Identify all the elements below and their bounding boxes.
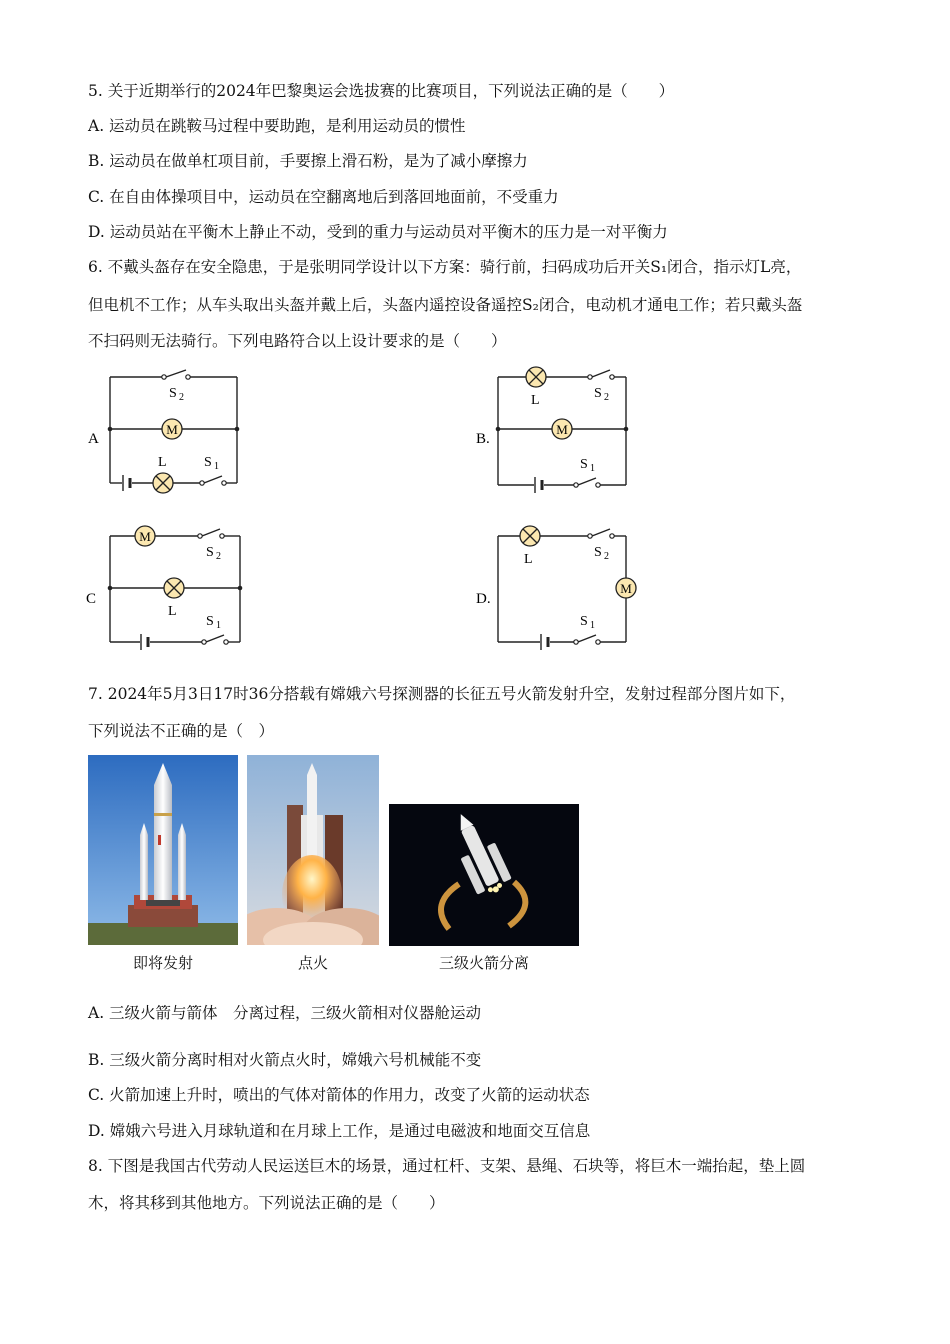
q7-option-c: C. 火箭加速上升时，喷出的气体对箭体的作用力，改变了火箭的运动状态 xyxy=(88,1086,590,1104)
svg-text:L: L xyxy=(168,604,177,619)
q6-stem-line2: 但电机不工作；从车头取出头盔并戴上后，头盔内遥控设备遥控S₂闭合，电动机才通电工作；若只戴头盔 xyxy=(88,296,803,314)
circuit-d xyxy=(470,520,640,655)
svg-text:M: M xyxy=(556,422,568,437)
svg-text:L: L xyxy=(524,552,533,567)
q5-option-c: C. 在自由体操项目中，运动员在空翻离地后到落回地面前，不受重力 xyxy=(88,188,559,206)
circuit-b-option-label: B. xyxy=(476,431,490,447)
caption-stage-separation: 三级火箭分离 xyxy=(438,954,529,972)
svg-text:S: S xyxy=(169,386,177,401)
svg-text:S: S xyxy=(594,386,602,401)
q7-option-d: D. 嫦娥六号进入月球轨道和在月球上工作，是通过电磁波和地面交互信息 xyxy=(88,1122,591,1140)
circuit-b xyxy=(470,365,640,500)
lamp-icon xyxy=(526,367,546,387)
caption-ignition: 点火 xyxy=(297,954,328,972)
svg-text:1: 1 xyxy=(590,463,595,474)
q7-stem-line1: 7. 2024年5月3日17时36分搭载有嫦娥六号探测器的长征五号火箭发射升空，发射过程部分图片如下， xyxy=(88,685,796,703)
svg-text:S: S xyxy=(580,614,588,629)
circuit-a-option-label: A xyxy=(88,431,99,447)
svg-text:2: 2 xyxy=(604,551,609,562)
svg-text:2: 2 xyxy=(179,392,184,403)
q5-option-a: A. 运动员在跳鞍马过程中要助跑，是利用运动员的惯性 xyxy=(88,117,466,135)
circuit-c xyxy=(80,520,250,655)
motor-icon xyxy=(552,419,572,439)
lamp-icon xyxy=(520,526,540,546)
svg-text:2: 2 xyxy=(604,392,609,403)
circuit-a xyxy=(80,365,250,500)
q5-stem: 5. 关于近期举行的2024年巴黎奥运会选拔赛的比赛项目，下列说法正确的是（ ） xyxy=(88,82,675,100)
motor-icon xyxy=(135,526,155,546)
caption-prelaunch: 即将发射 xyxy=(132,954,193,972)
lamp-icon xyxy=(153,473,173,493)
q7-option-b: B. 三级火箭分离时相对火箭点火时，嫦娥六号机械能不变 xyxy=(88,1051,482,1069)
svg-text:L: L xyxy=(158,455,167,470)
svg-text:1: 1 xyxy=(214,461,219,472)
circuit-d-option-label: D. xyxy=(476,591,491,607)
q5-option-b: B. 运动员在做单杠项目前，手要擦上滑石粉，是为了减小摩擦力 xyxy=(88,152,528,170)
photo-stage-separation xyxy=(389,804,579,946)
svg-text:S: S xyxy=(206,614,214,629)
photo-ignition xyxy=(247,755,379,945)
photo-rocket-on-pad xyxy=(88,755,238,945)
svg-text:2: 2 xyxy=(216,551,221,562)
q8-stem-line2: 木，将其移到其他地方。下列说法正确的是（ ） xyxy=(88,1194,445,1212)
svg-text:S: S xyxy=(204,455,212,470)
svg-text:S: S xyxy=(594,545,602,560)
svg-text:S: S xyxy=(580,457,588,472)
circuit-c-option-label: C xyxy=(86,591,97,607)
lamp-icon xyxy=(164,578,184,598)
motor-icon xyxy=(162,419,182,439)
motor-icon xyxy=(616,578,636,598)
svg-text:1: 1 xyxy=(216,620,221,631)
q6-stem-line1: 6. 不戴头盔存在安全隐患，于是张明同学设计以下方案：骑行前，扫码成功后开关S₁闭合，指示灯L亮， xyxy=(88,258,802,276)
svg-text:M: M xyxy=(166,422,178,437)
q8-stem-line1: 8. 下图是我国古代劳动人民运送巨木的场景，通过杠杆、支架、悬绳、石块等，将巨木一端抬起，垫上圆 xyxy=(88,1157,806,1175)
q5-option-d: D. 运动员站在平衡木上静止不动，受到的重力与运动员对平衡木的压力是一对平衡力 xyxy=(88,223,668,241)
svg-text:1: 1 xyxy=(590,620,595,631)
svg-text:M: M xyxy=(139,529,151,544)
q7-option-a: A. 三级火箭与箭体 分离过程，三级火箭相对仪器舱运动 xyxy=(88,1004,482,1022)
svg-text:L: L xyxy=(531,393,540,408)
q7-stem-line2: 下列说法不正确的是（ ） xyxy=(88,722,275,740)
svg-text:S: S xyxy=(206,545,214,560)
q6-stem-line3: 不扫码则无法骑行。下列电路符合以上设计要求的是（ ） xyxy=(88,332,507,350)
svg-text:M: M xyxy=(620,581,632,596)
